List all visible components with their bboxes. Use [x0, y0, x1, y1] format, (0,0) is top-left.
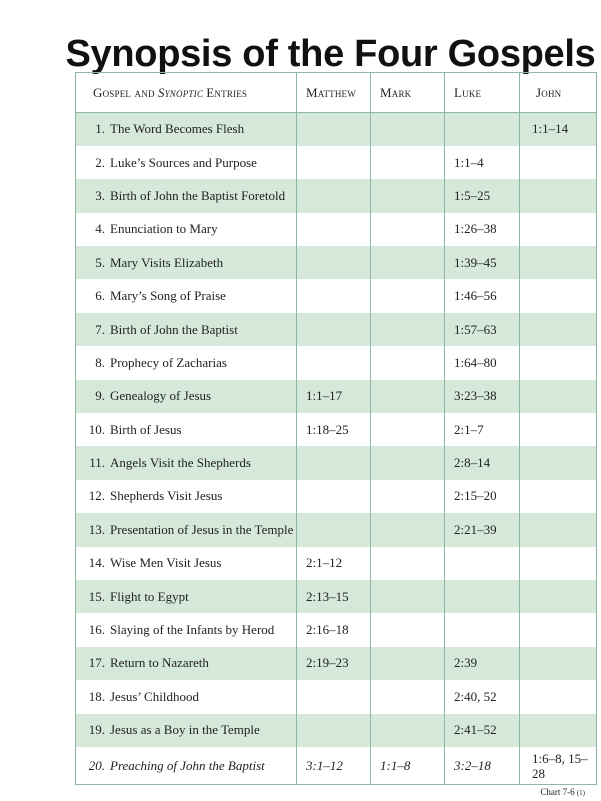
column-header-entries: [76, 73, 297, 113]
entry-cell: [76, 714, 297, 747]
john-reference-cell: [520, 580, 597, 613]
entry-number: 9.: [95, 388, 105, 404]
matthew-reference-cell: [297, 146, 371, 179]
entry-number: 16.: [88, 622, 105, 638]
entry-cell: [76, 346, 297, 379]
john-reference-cell: [520, 613, 597, 646]
mark-reference-cell: [371, 346, 445, 379]
entry-title: Angels Visit the Shepherds: [110, 455, 251, 471]
table-row: [76, 680, 597, 713]
matthew-reference-cell: [297, 680, 371, 713]
column-header-john: John: [520, 73, 597, 113]
luke-reference-cell: [445, 613, 520, 646]
entry-cell: [76, 513, 297, 546]
entry-number: 15.: [88, 588, 105, 604]
table-row: [76, 580, 597, 613]
john-reference-cell: [520, 346, 597, 379]
entry-cell: [76, 213, 297, 246]
table-row: [76, 413, 597, 446]
matthew-reference-cell: [297, 513, 371, 546]
matthew-reference-cell: [297, 279, 371, 312]
luke-reference-cell: 1:26–38: [445, 213, 520, 246]
entry-title: Jesus as a Boy in the Temple: [110, 722, 260, 738]
mark-reference-cell: 1:1–8: [371, 747, 445, 785]
matthew-reference-cell: 3:1–12: [297, 747, 371, 785]
mark-reference-cell: [371, 146, 445, 179]
synopsis-table: [75, 72, 597, 785]
matthew-reference-cell: [297, 179, 371, 212]
luke-reference-cell: 3:23–38: [445, 380, 520, 413]
entry-cell: [76, 446, 297, 479]
mark-reference-cell: [371, 580, 445, 613]
entry-number: 17.: [88, 655, 105, 671]
mark-reference-cell: [371, 446, 445, 479]
luke-reference-cell: [445, 547, 520, 580]
mark-reference-cell: [371, 480, 445, 513]
table-row: [76, 313, 597, 346]
table-row: [76, 179, 597, 212]
mark-reference-cell: [371, 680, 445, 713]
entry-title: Wise Men Visit Jesus: [110, 555, 222, 571]
entry-number: 13.: [88, 521, 105, 537]
entry-cell: [76, 113, 297, 146]
entry-number: 12.: [88, 488, 105, 504]
john-reference-cell: [520, 213, 597, 246]
table-row: [76, 279, 597, 312]
luke-reference-cell: 3:2–18: [445, 747, 520, 785]
luke-reference-cell: 2:40, 52: [445, 680, 520, 713]
luke-reference-cell: 2:21–39: [445, 513, 520, 546]
entry-number: 6.: [95, 288, 105, 304]
entry-number: 5.: [95, 254, 105, 270]
matthew-reference-cell: [297, 346, 371, 379]
entry-title: Presentation of Jesus in the Temple: [110, 521, 294, 537]
entry-cell: [76, 580, 297, 613]
table-row: [76, 146, 597, 179]
matthew-reference-cell: 1:18–25: [297, 413, 371, 446]
chart-footer: [540, 787, 585, 797]
luke-reference-cell: 2:39: [445, 647, 520, 680]
table-row: [76, 246, 597, 279]
mark-reference-cell: [371, 647, 445, 680]
john-reference-cell: [520, 246, 597, 279]
table-row: [76, 446, 597, 479]
luke-reference-cell: 1:39–45: [445, 246, 520, 279]
entry-number: 18.: [88, 688, 105, 704]
entry-cell: [76, 680, 297, 713]
john-reference-cell: [520, 446, 597, 479]
entry-number: 7.: [95, 321, 105, 337]
entry-title: Genealogy of Jesus: [110, 388, 212, 404]
luke-reference-cell: 1:5–25: [445, 179, 520, 212]
entry-cell: [76, 647, 297, 680]
mark-reference-cell: [371, 213, 445, 246]
entry-cell: [76, 279, 297, 312]
luke-reference-cell: 1:1–4: [445, 146, 520, 179]
entry-cell: [76, 146, 297, 179]
mark-reference-cell: [371, 279, 445, 312]
mark-reference-cell: [371, 246, 445, 279]
luke-reference-cell: [445, 113, 520, 146]
entry-number: 8.: [95, 354, 105, 370]
john-reference-cell: [520, 513, 597, 546]
entry-title: Flight to Egypt: [110, 588, 189, 604]
entry-title: Birth of John the Baptist: [110, 321, 238, 337]
luke-reference-cell: 2:15–20: [445, 480, 520, 513]
entry-title: Prophecy of Zacharias: [110, 354, 227, 370]
entry-number: 1.: [95, 121, 105, 137]
column-header-luke: Luke: [445, 73, 520, 113]
john-reference-cell: [520, 313, 597, 346]
table-row: [76, 113, 597, 146]
entry-number: 20.: [88, 757, 105, 773]
john-reference-cell: [520, 680, 597, 713]
entry-number: 4.: [95, 221, 105, 237]
mark-reference-cell: [371, 413, 445, 446]
matthew-reference-cell: [297, 714, 371, 747]
john-reference-cell: [520, 146, 597, 179]
mark-reference-cell: [371, 313, 445, 346]
table-row: [76, 213, 597, 246]
entry-cell: [76, 413, 297, 446]
mark-reference-cell: [371, 513, 445, 546]
matthew-reference-cell: [297, 313, 371, 346]
table-row: [76, 647, 597, 680]
mark-reference-cell: [371, 547, 445, 580]
luke-reference-cell: 2:41–52: [445, 714, 520, 747]
john-reference-cell: [520, 547, 597, 580]
entry-title: Return to Nazareth: [110, 655, 209, 671]
john-reference-cell: [520, 714, 597, 747]
page-marker: (1): [576, 789, 585, 797]
table-row: [76, 346, 597, 379]
mark-reference-cell: [371, 714, 445, 747]
matthew-reference-cell: [297, 213, 371, 246]
matthew-reference-cell: [297, 446, 371, 479]
mark-reference-cell: [371, 380, 445, 413]
luke-reference-cell: 2:1–7: [445, 413, 520, 446]
chart-label: Chart 7-6: [540, 787, 575, 797]
matthew-reference-cell: 2:16–18: [297, 613, 371, 646]
matthew-reference-cell: 1:1–17: [297, 380, 371, 413]
entry-cell: [76, 179, 297, 212]
column-header-mark: Mark: [371, 73, 445, 113]
table-row: [76, 613, 597, 646]
entry-title: Jesus’ Childhood: [110, 688, 199, 704]
luke-reference-cell: 1:57–63: [445, 313, 520, 346]
entry-title: Enunciation to Mary: [110, 221, 218, 237]
entry-cell: [76, 480, 297, 513]
entry-number: 11.: [89, 455, 105, 471]
entry-title: Mary Visits Elizabeth: [110, 254, 224, 270]
table-row: [76, 747, 597, 785]
entries-header-italic: Synoptic: [157, 84, 204, 100]
table-row: [76, 547, 597, 580]
entries-header-suffix: Entries: [206, 84, 248, 100]
entry-cell: [76, 613, 297, 646]
john-reference-cell: [520, 279, 597, 312]
entry-title: The Word Becomes Flesh: [110, 121, 245, 137]
john-reference-cell: [520, 179, 597, 212]
matthew-reference-cell: [297, 480, 371, 513]
luke-reference-cell: 1:64–80: [445, 346, 520, 379]
entry-title: Shepherds Visit Jesus: [110, 488, 223, 504]
luke-reference-cell: 1:46–56: [445, 279, 520, 312]
entry-title: Slaying of the Infants by Herod: [110, 622, 275, 638]
entry-title: Birth of John the Baptist Foretold: [110, 187, 286, 203]
entry-number: 10.: [88, 421, 105, 437]
entry-cell: [76, 246, 297, 279]
column-header-matthew: Matthew: [297, 73, 371, 113]
entry-number: 2.: [95, 154, 105, 170]
matthew-reference-cell: [297, 113, 371, 146]
entry-title: Birth of Jesus: [110, 421, 182, 437]
mark-reference-cell: [371, 613, 445, 646]
entry-number: 3.: [95, 187, 105, 203]
john-reference-cell: [520, 480, 597, 513]
matthew-reference-cell: 2:1–12: [297, 547, 371, 580]
entry-title: Luke’s Sources and Purpose: [110, 154, 257, 170]
john-reference-cell: [520, 413, 597, 446]
entry-number: 14.: [88, 555, 105, 571]
matthew-reference-cell: 2:13–15: [297, 580, 371, 613]
entry-cell: [76, 747, 297, 785]
john-reference-cell: 1:1–14: [520, 113, 597, 146]
mark-reference-cell: [371, 179, 445, 212]
mark-reference-cell: [371, 113, 445, 146]
john-reference-cell: 1:6–8, 15–28: [520, 747, 597, 785]
table-row: [76, 480, 597, 513]
table-row: [76, 380, 597, 413]
entry-cell: [76, 547, 297, 580]
entry-cell: [76, 380, 297, 413]
entry-number: 19.: [88, 722, 105, 738]
john-reference-cell: [520, 380, 597, 413]
entry-title: Preaching of John the Baptist: [110, 757, 265, 773]
luke-reference-cell: [445, 580, 520, 613]
entries-header-prefix: Gospel and: [93, 84, 155, 100]
matthew-reference-cell: 2:19–23: [297, 647, 371, 680]
matthew-reference-cell: [297, 246, 371, 279]
page-title: Synopsis of the Four Gospels: [65, 33, 596, 75]
table-row: [76, 714, 597, 747]
table-row: [76, 513, 597, 546]
entry-cell: [76, 313, 297, 346]
luke-reference-cell: 2:8–14: [445, 446, 520, 479]
john-reference-cell: [520, 647, 597, 680]
table-header-row: [76, 73, 597, 113]
entry-title: Mary’s Song of Praise: [110, 288, 226, 304]
